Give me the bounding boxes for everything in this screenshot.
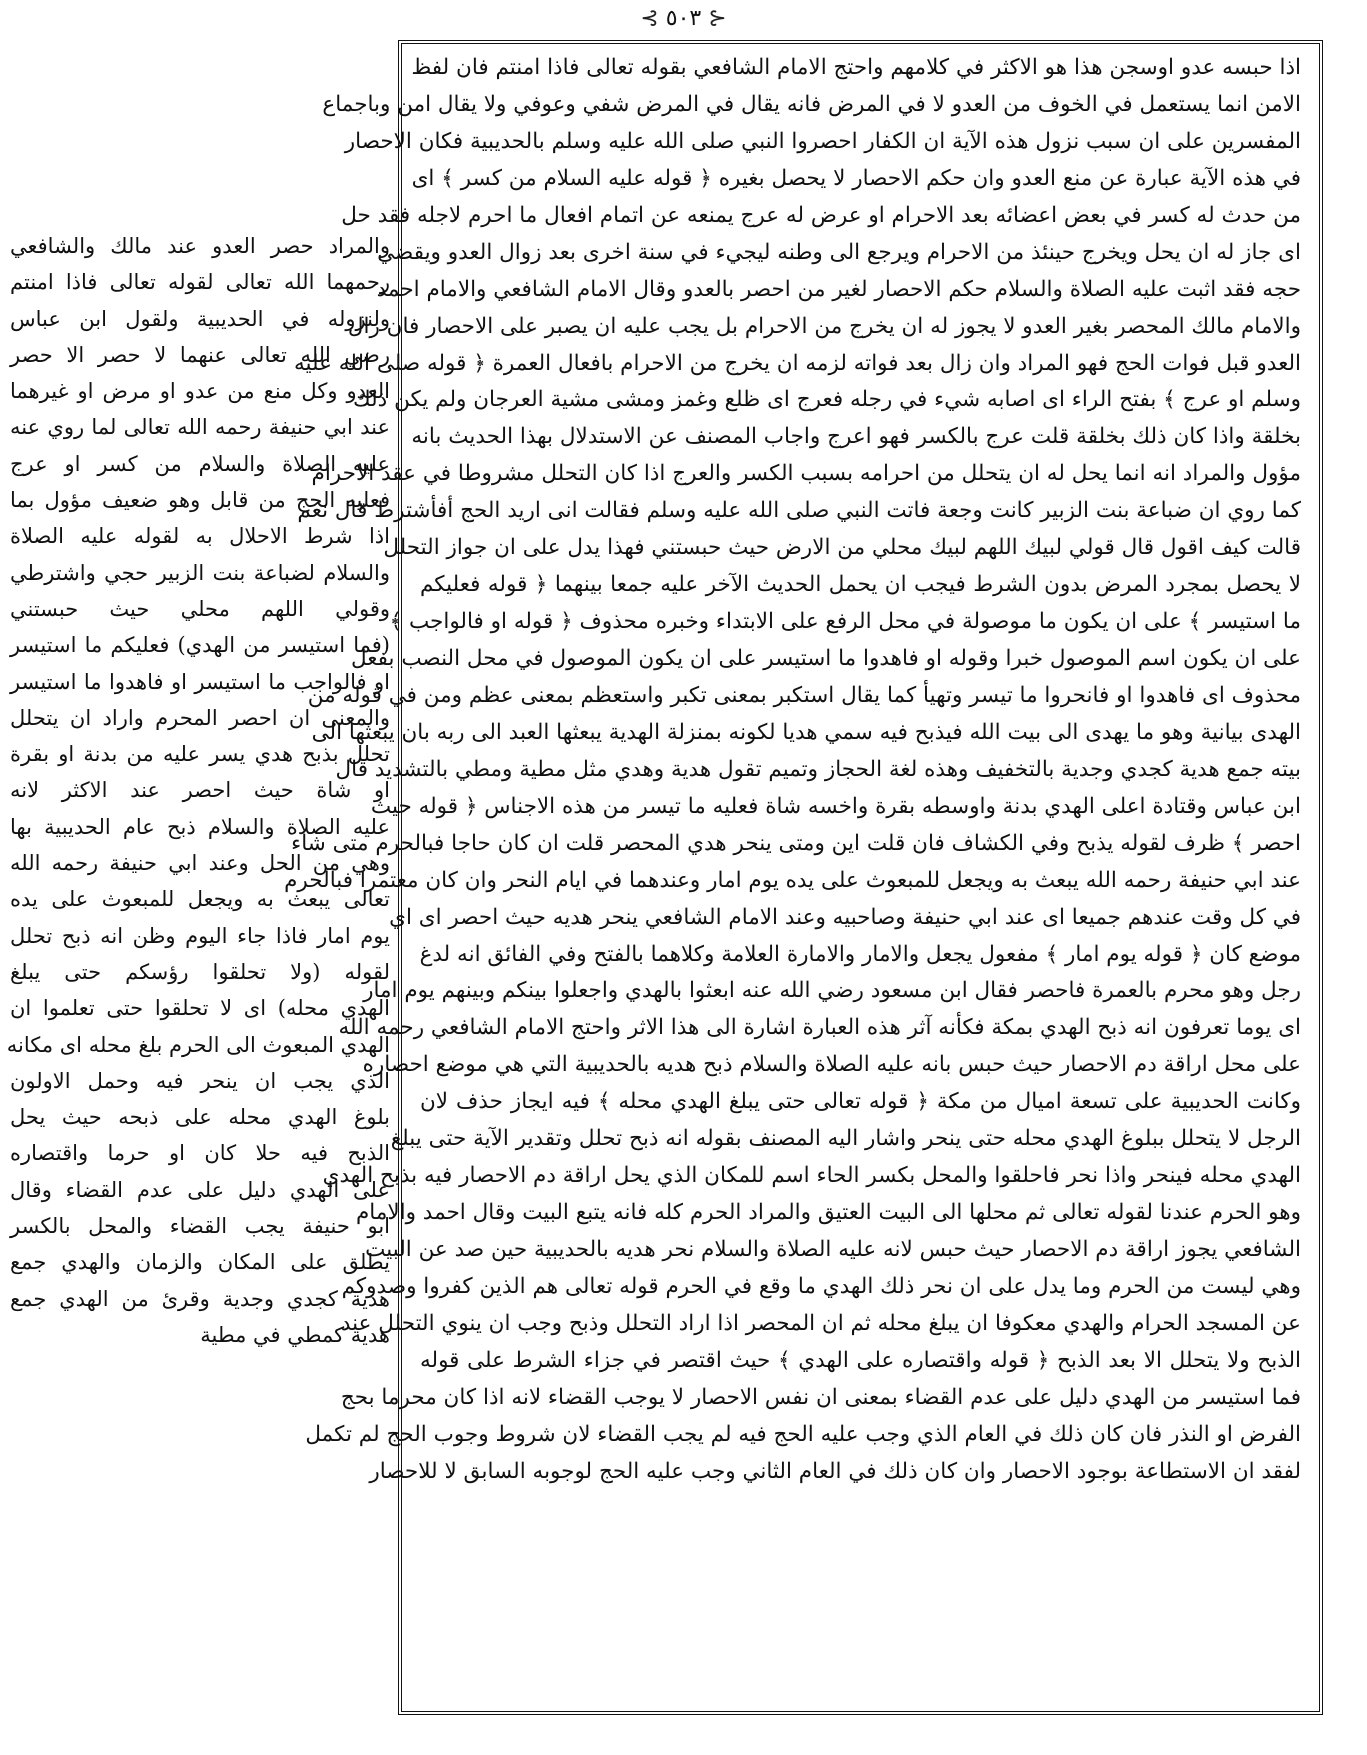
main-text-line: العدو قبل فوات الحج فهو المراد وان زال بعد فواته لزمه ان يخرج من الاحرام بافعال العمرة ﴿ قوله صلى الله عليه — [294, 350, 1301, 376]
main-text-line: اذا حبسه عدو اوسجن هذا هو الاكثر في كلامهم واحتج الامام الشافعي بقوله تعالى فاذا امنتم فان لفظ — [411, 55, 1301, 80]
main-text-line: الهدى بيانية وهو ما يهدى الى بيت الله فيذبح فيه سمي هديا لكونه بمنزلة الهدية يبعثها العبد الى ربه بان يبعثها الى — [311, 719, 1301, 745]
margin-text-line: الذبح فيه حلا كان او حرما واقتصاره — [10, 1141, 390, 1166]
margin-text-line: فعليه الحج من قابل وهو ضعيف مؤول بما — [10, 488, 390, 513]
main-text-line: رجل وهو محرم بالعمرة فاحصر فقال ابن مسعود رضي الله عنه ابعثوا بالهدي واجعلوا بينكم وبينهم يوم امار — [363, 978, 1301, 1004]
margin-text-line: تعالى يبعث به ويجعل للمبعوث على يده — [10, 887, 390, 912]
margin-text-line: عليه الصلاة والسلام ذبح عام الحديبية بها — [10, 814, 390, 839]
main-text-line: قالت كيف اقول قال قولي لبيك اللهم لبيك محلي من الارض حيث حبستني فهذا يدل على ان جواز التحلل — [383, 535, 1301, 561]
margin-text-line: رضي الله تعالى عنهما لا حصر الا حصر — [10, 342, 390, 367]
margin-text-line: لقوله (ولا تحلقوا رؤسكم حتى يبلغ — [10, 959, 390, 984]
main-text-line: المفسرين على ان سبب نزول هذه الآية ان الكفار احصروا النبي صلى الله عليه وسلم بالحديبية فكان الاحصار — [344, 128, 1301, 154]
margin-text-line: هدية كمطي في مطية — [200, 1322, 390, 1347]
margin-text-line: وهي من الحل وعند ابي حنيفة رحمه الله — [10, 851, 390, 876]
margin-text-line: وقولي اللهم محلي حيث حبستني — [10, 596, 390, 621]
main-text-line: وهي ليست من الحرم وما يدل على ان نحر ذلك الهدي ما وقع في الحرم قوله تعالى هم الذين كفروا وصدوكم — [341, 1273, 1301, 1299]
main-text-line: ما استيسر ﴾ على ان يكون ما موصولة في محل الرفع على الابتداء وخبره محذوف ﴿ قوله او فالواجب ﴾ — [389, 609, 1301, 635]
main-text-line: لا يحصل بمجرد المرض بدون الشرط فيجب ان يحمل الحديث الآخر عليه جمعا بينهما ﴿ قوله فعليكم — [420, 572, 1301, 598]
main-text-line: من حدث له كسر في بعض اعضائه بعد الاحرام او عرض له عرج يمنعه عن اتمام افعال ما احرم لاجله فقد حل — [341, 202, 1301, 228]
margin-text-line: والسلام لضباعة بنت الزبير حجي واشترطي — [10, 560, 390, 585]
margin-text-line: هدية كجدي وجدية وقرئ من الهدي جمع — [10, 1286, 390, 1311]
margin-text-line: والمعنى ان احصر المحرم واراد ان يتحلل — [10, 705, 390, 730]
main-text-line: وهو الحرم عندنا لقوله تعالى ثم محلها الى البيت العتيق والمراد الحرم كله فانه يتبع البيت وقال احمد والامام — [355, 1200, 1301, 1226]
main-text-line: على محل اراقة دم الاحصار حيث حبس بانه عليه الصلاة والسلام ذبح هديه بالحديبية التي هي موضع احصاره — [362, 1052, 1301, 1078]
margin-text-line: عند ابي حنيفة رحمه الله تعالى لما روي عنه — [10, 415, 390, 440]
margin-text-line: ولنزوله في الحديبية ولقول ابن عباس — [10, 306, 390, 331]
margin-text-line: او فالواجب ما استيسر او فاهدوا ما استيسر — [10, 669, 390, 694]
main-text-line: الهدي محله فينحر واذا نحر فاحلقوا والمحل بكسر الحاء اسم للمكان الذي يحل اراقة دم الاحصار فيه بذبح الهدي — [322, 1163, 1301, 1189]
page-header — [0, 6, 1367, 31]
ornament-right: ⊱ — [708, 6, 727, 31]
main-text-line: الذبح ولا يتحلل الا بعد الذبح ﴿ قوله واقتصاره على الهدي ﴾ حيث اقتصر في جزاء الشرط على قوله — [420, 1347, 1301, 1373]
main-text-line: احصر ﴾ ظرف لقوله يذبح وفي الكشاف فان قلت اين ومتى ينحر هدي المحصر قلت ان كان حاجا فبالحرم متى شاء — [291, 830, 1301, 856]
main-text-line: كما روي ان ضباعة بنت الزبير كانت وجعة فاتت النبي صلى الله عليه وسلم فقالت انى اريد الحج أفأشترط قال نعم — [297, 498, 1301, 524]
margin-text-line: على الهدي دليل على عدم القضاء وقال — [10, 1177, 390, 1202]
margin-text-line: اذا شرط الاحلال به لقوله عليه الصلاة — [10, 524, 390, 549]
main-text-line: محذوف اى فاهدوا او فانحروا ما تيسر وتهيأ كما يقال استكبر بمعنى تكبر واستعظم بمعنى عظم ومن في قوله من — [307, 682, 1301, 708]
main-text-line: الامن انما يستعمل في الخوف من العدو لا في المرض فانه يقال في المرض شفي وعوفي ولا يقال امن وباجماع — [322, 91, 1301, 117]
main-text-line: الشافعي يجوز اراقة دم الاحصار حيث حبس لانه عليه الصلاة والسلام نحر هديه بالحديبية حين صد عن البيت — [365, 1237, 1301, 1262]
main-text-line: لفقد ان الاستطاعة بوجود الاحصار وان كان ذلك في العام الثاني وجب عليه الحج لوجوبه السابق لا للاحصار — [369, 1458, 1301, 1484]
main-text-line: عن المسجد الحرام والهدي معكوفا ان يبلغ محله ثم ان المحصر اذا اراد التحلل وذبح وجب ان ينوي التحلل عند — [340, 1310, 1301, 1336]
main-text-line: ابن عباس وقتادة اعلى الهدي بدنة واوسطه بقرة واخسه شاة فعليه ما تيسر من هذه الاجناس ﴿ قوله حيث — [370, 793, 1301, 819]
main-text-line: مؤول والمراد انه انما يحل له ان يتحلل من احرامه بسبب الكسر والعرج اذا كان التحلل مشروطا في عقد الاحرام — [311, 461, 1301, 487]
margin-text-line: الهدي محله) اى لا تحلقوا حتى تعلموا ان — [10, 996, 390, 1021]
main-text-line: الفرض او النذر فان كان ذلك في العام الذي وجب عليه الحج فيه لم يجب القضاء لان شروط وجوب الحج لم تكمل — [305, 1421, 1301, 1447]
margin-text — [6, 228, 390, 1353]
margin-text-line: الهدي المبعوث الى الحرم بلغ محله اى مكانه — [6, 1032, 390, 1057]
main-text-line: موضع كان ﴿ قوله يوم امار ﴾ مفعول يجعل والامار والامارة العلامة وكلاهما بالفتح وفي الفائق انه لدغ — [419, 941, 1301, 967]
margin-text-line: او شاة حيث احصر عند الاكثر لانه — [10, 778, 390, 803]
main-text-line: والامام مالك المحصر بغير العدو لا يجوز له ان يخرج من الاحرام بل يجب عليه ان يصبر على الاحصار فان زال — [347, 313, 1301, 339]
margin-text-line: يوم امار فاذا جاء اليوم وظن انه ذبح تحلل — [10, 923, 390, 948]
margin-text-line: الذي يجب ان ينحر فيه وحمل الاولون — [10, 1068, 390, 1093]
main-text-line: وكانت الحديبية على تسعة اميال من مكة ﴿ قوله تعالى حتى يبلغ الهدي محله ﴾ فيه ايجاز حذف لان — [420, 1089, 1301, 1115]
margin-text-line: العدو وكل منع من عدو او مرض او غيرهما — [10, 379, 390, 404]
main-text-line: وسلم او عرج ﴾ بفتح الراء اى اصابه شيء في رجله فعرج اى ظلع وغمز ومشى مشية العرجان ولم يكن ذلك — [353, 387, 1301, 413]
margin-text-line: رحمهما الله تعالى لقوله تعالى فاذا امنتم — [10, 270, 390, 295]
main-text-line: اى جاز له ان يحل ويخرج حينئذ من الاحرام ويرجع الى وطنه ليجيء في سنة اخرى بعد زوال العدو ويقضي — [377, 239, 1301, 265]
main-text-line: حجه فقد اثبت عليه الصلاة والسلام حكم الاحصار لغير من احصر بالعدو وقال الامام الشافعي والامام احمد — [376, 276, 1301, 302]
margin-text-line: تحلل بذبح هدي يسر عليه من بدنة او بقرة — [10, 742, 390, 767]
main-text-line: في هذه الآية عبارة عن منع العدو وان حكم الاحصار لا يحصل بغيره ﴿ قوله عليه السلام من كسر ﴾ اى — [411, 165, 1301, 191]
main-text-line: الرجل لا يتحلل ببلوغ الهدي محله حتى ينحر واشار اليه المصنف بقوله انه ذبح تحلل وتقدير الآية حتى يبلغ — [390, 1126, 1301, 1152]
margin-text-line: (فما استيسر من الهدي) فعليكم ما استيسر — [10, 633, 390, 658]
main-text-line: بخلقة واذا كان ذلك بخلقة قلت عرج بالكسر فهو اعرج واجاب المصنف عن الاستدلال بهذا الحديث بانه — [411, 424, 1301, 450]
main-text-line: عند ابي حنيفة رحمه الله يبعث به ويجعل للمبعوث على يده يوم امار وعندهما في ايام النحر وان كان معتمرا فبالحرم — [284, 867, 1301, 893]
margin-text-line: والمراد حصر العدو عند مالك والشافعي — [10, 234, 390, 258]
main-text-line: بيته جمع هدية كجدي وجدية بالتخفيف وهذه لغة الحجاز وتميم تقول هدية وهدي مثل مطية ومطي بالتشديد قال — [335, 756, 1301, 782]
main-text-line: في كل وقت عندهم جميعا اى عند ابي حنيفة وصاحبيه وعند الامام الشافعي ينحر هديه حيث احصر اى اي — [389, 904, 1301, 930]
margin-text-line: بلوغ الهدي محله على ذبحه حيث يحل — [10, 1105, 390, 1130]
page-number: ٥٠٣ — [665, 6, 702, 31]
main-text-line: اى يوما تعرفون انه ذبح الهدي بمكة فكأنه آثر هذه العبارة اشارة الى هذا الاثر واحتج الامام الشافعي رحمه الله — [338, 1015, 1301, 1041]
main-text-line: فما استيسر من الهدي دليل على عدم القضاء بمعنى ان نفس الاحصار لا يوجب القضاء لانه اذا كان محرما بحج — [340, 1384, 1301, 1410]
main-text-line: على ان يكون اسم الموصول خبرا وقوله او فاهدوا ما استيسر على ان يكون الموصول في محل النصب بفعل — [350, 646, 1301, 671]
margin-text-line: ابو حنيفة يجب القضاء والمحل بالكسر — [10, 1214, 390, 1239]
margin-text-line: عليه الصلاة والسلام من كسر او عرج — [10, 451, 390, 476]
margin-text-line: يطلق على المكان والزمان والهدي جمع — [10, 1250, 390, 1275]
ornament-left: ⊰ — [640, 6, 659, 31]
